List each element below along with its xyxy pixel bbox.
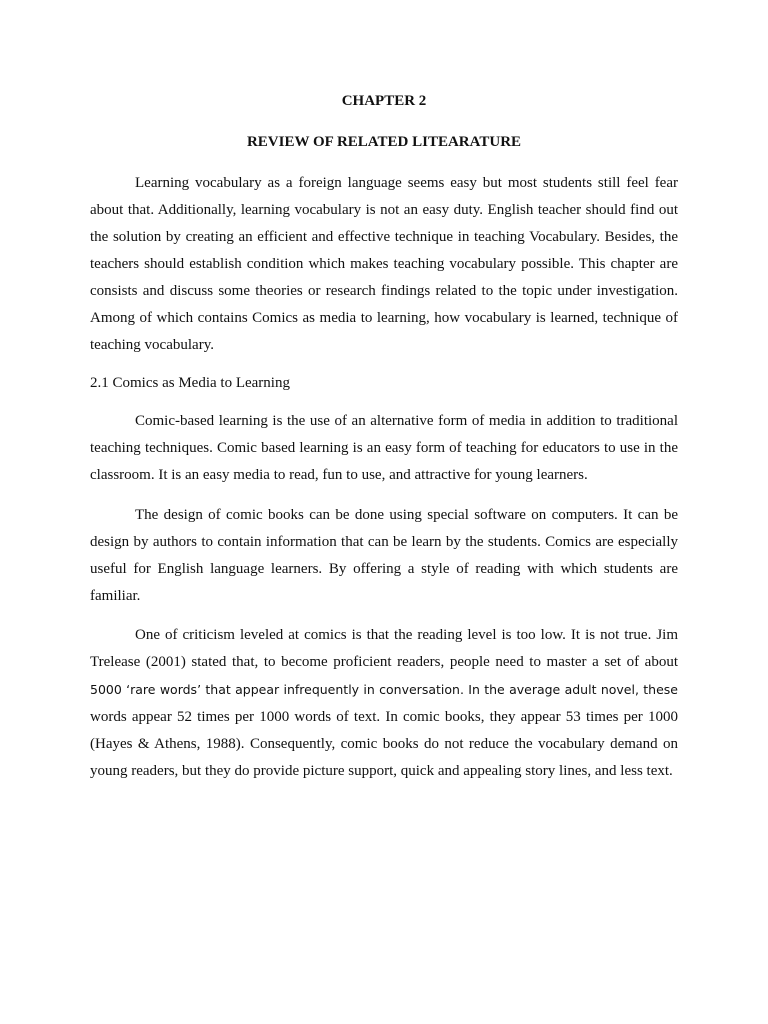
intro-paragraph: Learning vocabulary as a foreign language seems easy but most students still feel fear about that. Additionally, learning vocabulary is not an easy duty. English teacher should find out the solution by creating an efficient and effective technique in teaching Vocabulary. Besides, the teachers should establish condition which makes teaching vocabulary possible. This chapter are consists and discuss some theories or research findings related to the topic under investigation. Among of which contains Comics as media to learning, how vocabulary is learned, technique of teaching vocabulary. <box>90 175 678 353</box>
chapter-title: REVIEW OF RELATED LITEARATURE <box>246 134 522 150</box>
section-heading: 2.1 Comics as Media to Learning <box>90 375 290 391</box>
body-paragraph-2: The design of comic books can be done using special software on computers. It can be design by authors to contain information that can be learn by the students. Comics are especially useful for English language learners. By offering a style of reading with which students are familiar. <box>90 507 678 604</box>
body-paragraph-3 <box>90 622 678 785</box>
paragraph-3-part-a: One of criticism leveled at comics is that the reading level is too low. It is not true. Jim Trelease (2001) stated that, to become proficient readers, people need to master a set of about <box>90 627 678 670</box>
chapter-label: CHAPTER 2 <box>341 93 427 109</box>
paragraph-3-part-c: words appear 52 times per 1000 words of text. In comic books, they appear 53 times per 1000 (Hayes & Athens, 1988). Consequently, comic books do not reduce the vocabulary demand on young readers, but they do provide picture support, quick and appealing story lines, and less text. <box>90 709 678 779</box>
paragraph-3-part-b: 5000 ‘rare words’ that appear infrequently in conversation. In the average adult novel, these <box>90 682 678 697</box>
body-paragraph-1: Comic-based learning is the use of an alternative form of media in addition to traditional teaching techniques. Comic based learning is an easy form of teaching for educators to use in the classroom. It is an easy media to read, fun to use, and attractive for young learners. <box>90 413 678 483</box>
